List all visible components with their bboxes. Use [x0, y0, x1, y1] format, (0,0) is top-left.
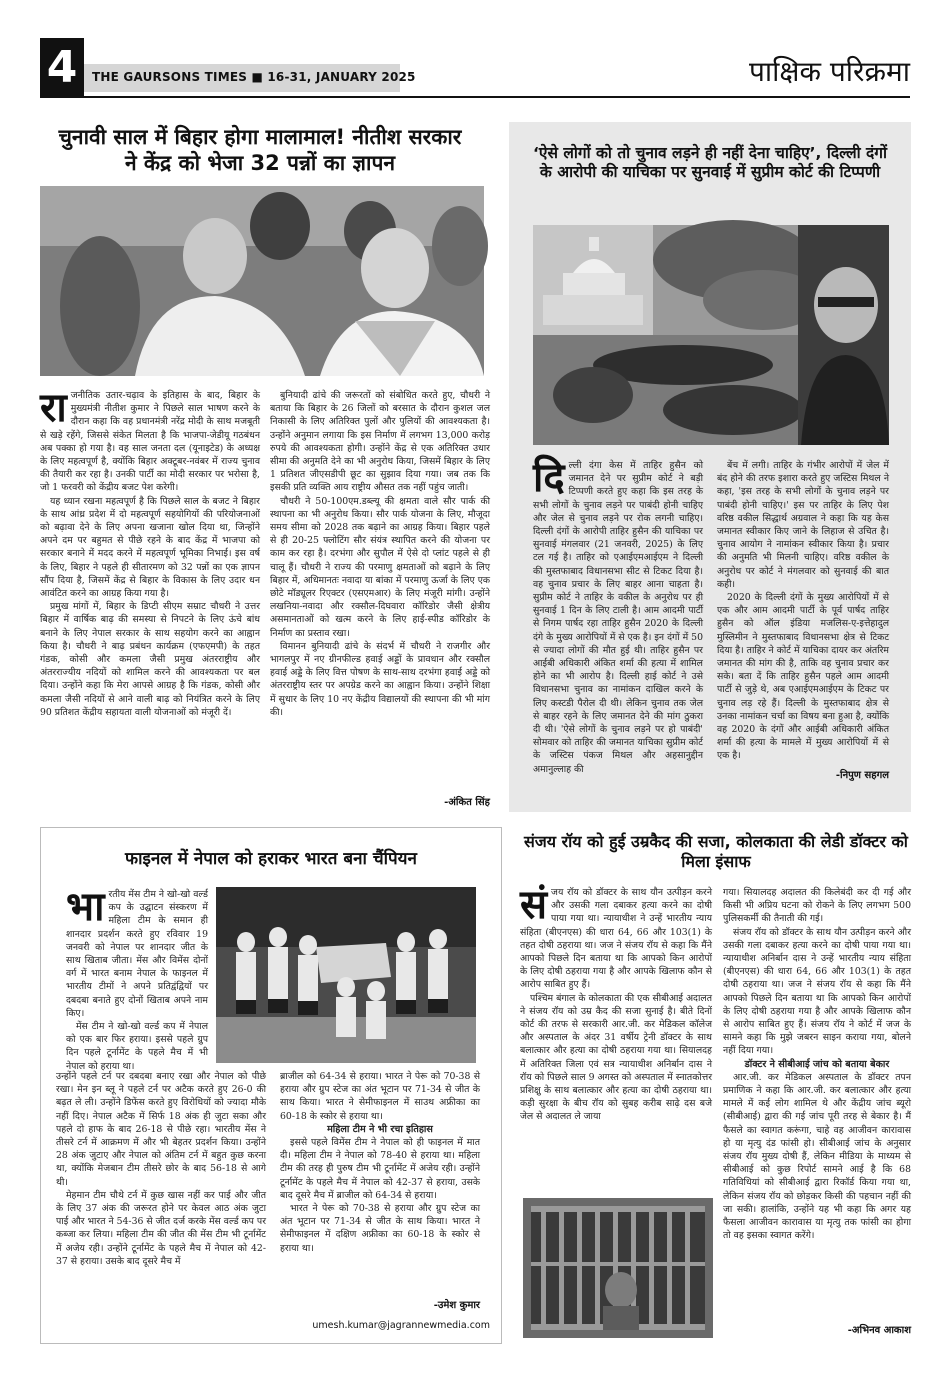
bihar-column-1 [40, 385, 260, 797]
delhi-photo [533, 225, 889, 445]
bihar-column-2 [270, 389, 490, 773]
sanjay-c1-p1: जय रॉय को डॉक्टर के साथ यौन उत्पीड़न करने और उसकी गला दबाकर हत्या करने का दोषी पाया गया था। न्यायाधीश ने उन्हें भारतीय न्याय संहिता (बीएनएस) की धारा 64, 66 और 103(1) के तहत दोषी ठहराया था। जज ने संजय रॉय से कहा कि मैंने आपको पिछले दिन बताया था कि आपको किन आरोपों के लिए दोषी ठहराया गया है और आपके खिलाफ कौन से आरोप साबित हुए हैं। [520, 887, 712, 991]
sanjay-c2-p3: आर.जी. कर मेडिकल अस्पताल के डॉक्टर तपन प्रमाणिक ने कहा कि आर.जी. कर बलात्कार और हत्या मामले में कई लोग शामिल थे और केंद्रीय जांच ब्यूरो (सीबीआई) द्वारा की गई जांच पूरी तरह से बेकार है। मैं फैसले का स्वागत करूंगा, चाहे वह आजीवन कारावास हो या मृत्यु दंड फांसी हो। सीबीआई जांच के अनुसार संजय रॉय मुख्य दोषी हैं, लेकिन मीडिया के माध्यम से सीबीआई को कुछ रिपोर्ट सामने आई है कि 68 गतिविधियां को सीबीआई द्वारा रिकॉर्ड किया गया था, लेकिन संजय रॉय को छोड़कर किसी की पहचान नहीं की जा सकी। हालांकि, उन्होंने यह भी कहा कि अगर यह फैसला आजीवन कारावास या मृत्यु तक फांसी का होगा तो वह इसका स्वागत करेंगे। [723, 1071, 911, 1242]
bihar-c1-p3: प्रमुख मांगों में, बिहार के डिप्टी सीएम सम्राट चौधरी ने उत्तर बिहार में वार्षिक बाढ़ की समस्या से निपटने के लिए ऊंचे बांध बनाने के लिए नेपाल सरकार के साथ सहयोग करने का आह्वान किया है। चौधरी ने बाढ़ प्रबंधन कार्यक्रम (एफएमपी) के तहत गंडक, कोसी और कमला जैसी प्रमुख अंतरराष्ट्रीय और अंतरराज्यीय नदियों को शामिल करने की आवश्यकता पर बल दिया। उन्होंने कहा कि मेरा आपसे आग्रह है कि गंडक, कोसी और कमला जैसी नदियों से आने वाली बाढ़ को नियंत्रित करने के लिए 90 प्रतिशत केंद्रीय सहायता वाली योजनाओं को मंजूरी दें। [40, 601, 260, 718]
delhi-c2-p2: 2020 के दिल्ली दंगों के मुख्य आरोपियों में से एक और आम आदमी पार्टी के पूर्व पार्षद ताहिर हुसैन को ऑल इंडिया मजलिस-ए-इत्तेहादुल मुस्लिमीन ने मुस्तफाबाद विधानसभा क्षेत्र से टिकट दिया है। ताहिर ने कोर्ट में याचिका दायर कर अंतरिम जमानत की मांग की है, ताकि वह चुनाव प्रचार कर सके। बता दें कि ताहिर हुसैन पहले आम आदमी पार्टी से जुड़े थे, अब एआईएमआईएम के टिकट पर चुनाव लड़ रहे हैं। दिल्ली के मुस्तफाबाद क्षेत्र से उनका नामांकन चर्चा का विषय बना हुआ है, क्योंकि वह 2020 के दंगों और आईबी अधिकारी अंकित शर्मा की हत्या के मामले में मुख्य आरोपियों में से एक है। [717, 592, 889, 762]
kho-c1-p1: रतीय मेंस टीम ने खो-खो वर्ल्ड कप के उद्घाटन संस्करण में महिला टीम के समान ही शानदार प्रदर्शन करते हुए रविवार 19 जनवरी को नेपाल पर शानदार जीत के साथ खिताब जीता। मेंस और विमेंस दोनों वर्ग में भारत बनाम नेपाल के फाइनल में भारतीय टीमों ने अपने प्रतिद्वंद्वियों पर दबदबा बनाते हुए दोनों खिताब अपने नाम किए। [66, 889, 208, 1019]
header-rule [40, 96, 910, 98]
sanjay-dropcap: सं [520, 882, 548, 928]
delhi-headline: ‘ऐसे लोगों को तो चुनाव लड़ने ही नहीं देना चाहिए’, दिल्ली दंगों के आरोपी की याचिका पर सुनवाई में सुप्रीम कोर्ट की टिप्पणी [533, 144, 887, 182]
delhi-c1-p1: ल्ली दंगा केस में ताहिर हुसैन को जमानत देने पर सुप्रीम कोर्ट ने बड़ी टिप्पणी करते हुए कहा कि इस तरह के सभी लोगों के चुनाव लड़ने पर पाबंदी होनी चाहिए और जेल से चुनाव लड़ने पर रोक लगनी चाहिए। दिल्ली दंगों के आरोपी ताहिर हुसैन की याचिका पर सुनवाई मंगलवार (21 जनवरी, 2025) के लिए टल गई है। ताहिर को एआईएमआईएम ने दिल्ली की मुस्तफाबाद विधानसभा सीट से टिकट दिया है। वह चुनाव प्रचार के लिए बाहर आना चाहता है। सुप्रीम कोर्ट ने ताहिर के वकील के अनुरोध पर ही सुनवाई 1 दिन के लिए टाली है। आम आदमी पार्टी से निगम पार्षद रहा ताहिर हुसैन 2020 के दिल्ली दंगे के मुख्य आरोपियों में से एक है। इन दंगों में 50 से ज्यादा लोगों की मौत हुई थी। ताहिर हुसैन पर आईबी अधिकारी अंकित शर्मा की हत्या में शामिल होने का भी आरोप है। दिल्ली हाई कोर्ट ने उसे विधानसभा चुनाव का नामांकन दाखिल करने के लिए कस्टडी पैरोल दी थी। लेकिन चुनाव तक जेल से बाहर रहने के लिए जमानत देने की मांग ठुकरा दी थी। 'ऐसे लोगों के चुनाव लड़ने पर हो पाबंदी' सोमवार को ताहिर की जमानत याचिका सुप्रीम कोर्ट के जस्टिस पंकज मिथल और अहसानुद्दीन अमानुल्लाह की [533, 460, 703, 775]
bihar-c2-p1: बुनियादी ढांचे की जरूरतों को संबोधित करते हुए, चौधरी ने बताया कि बिहार के 26 जिलों को बरसात के दौरान कुशल जल निकासी के लिए अतिरिक्त पुलों और पुलियों की आवश्यकता है। उन्होंने अनुमान लगाया कि इस निर्माण में लगभग 13,000 करोड़ रुपये की आवश्यकता होगी। उन्होंने केंद्र से एक अतिरिक्त उधार सीमा की अनुमति देने का भी अनुरोध किया, जिसमें बिहार के लिए 1 प्रतिशत जीएसडीपी छूट का सुझाव दिया गया। जब तक कि इसकी प्रति व्यक्ति आय राष्ट्रीय औसत तक नहीं पहुंच जाती। [270, 390, 490, 494]
kho-dropcap: भा [66, 884, 105, 930]
kho-email: umesh.kumar@jagrannewmedia.com [312, 1320, 490, 1331]
masthead: THE GAURSONS TIMES ■ 16-31, JANUARY 2025 [92, 70, 416, 84]
sanjay-headline: संजय रॉय को हुई उम्रकैद की सजा, कोलकाता की लेडी डॉक्टर को मिला इंसाफ [524, 832, 908, 871]
kho-byline: -उमेश कुमार [433, 1300, 480, 1311]
sanjay-subhead: डॉक्टर ने सीबीआई जांच को बताया बेकार [744, 1058, 890, 1070]
kho-c2-p3: भारत ने पेरू को 70-38 से हराया और ग्रुप स्टेज का अंत भूटान पर 71-34 से जीत के साथ किया। भारत ने सेमीफाइनल में दक्षिण अफ्रीका का 60-18 के स्कोर से हराया था। [280, 1203, 480, 1254]
delhi-column-2 [717, 459, 889, 762]
kho-c2-p2: इससे पहले विमेंस टीम ने नेपाल को ही फाइनल में मात दी। महिला टीम ने नेपाल को 78-40 से हराया था। महिला टीम की तरह ही पुरुष टीम भी टूर्नामेंट में अजेय रही। उन्होंने टूर्नामेंट के पहले मैच में नेपाल को 42-37 से हराया, उसके बाद दूसरे मैच में ब्राजील को 64-34 से हराया। [280, 1137, 480, 1201]
section-title: पाक्षिक परिक्रमा [749, 55, 910, 88]
bihar-c2-p2: चौधरी ने 50-100एम.डब्ल्यू की क्षमता वाले सौर पार्क की स्थापना का भी अनुरोध किया। सौर पार्क योजना के लिए, मौजूदा समय सीमा को 2028 तक बढ़ाने का आग्रह किया। बिहार पहले से ही 20-25 फ्लोटिंग सौर संयंत्र स्थापित करने की योजना पर काम कर रहा है। दरभंगा और सुपौल में ऐसे दो प्लांट पहले से ही चालू हैं। चौधरी ने राज्य की परमाणु क्षमताओं को बढ़ाने के लिए बिहार में, अधिमानतः नवादा या बांका में परमाणु ऊर्जा के लिए एक छोटे मॉड्यूलर रिएक्टर (एसएमआर) के लिए मंजूरी मांगी। उन्होंने लखनिया-नवादा और रक्सौल-दिघवारा कॉरिडोर जैसी क्षेत्रीय असमानताओं को खत्म करने के लिए हाई-स्पीड कॉरिडोर के निर्माण का प्रस्ताव रखा। [270, 495, 490, 639]
sanjay-photo [523, 1198, 713, 1338]
kho-c1-p4: मेहमान टीम चौथे टर्न में कुछ खास नहीं कर पाई और जीत के लिए 37 अंक की जरूरत होने पर केवल आठ अंक जुटा पाई और भारत ने 54-36 से जीत दर्ज करके मेंस वर्ल्ड कप पर कब्जा कर लिया। महिला टीम की जीत की मेंस टीम भी टूर्नामेंट में अजेय रही। उन्होंने टूर्नामेंट के पहले मैच में नेपाल को 42-37 से हराया। उसके बाद दूसरे मैच में [56, 1189, 266, 1267]
kho-subhead: महिला टीम ने भी रचा इतिहास [327, 1123, 433, 1135]
kho-c1-p3: उन्होंने पहले टर्न पर दबदबा बनाए रखा और नेपाल को पीछे रखा। मेन इन ब्लू ने पहले टर्न पर अटैक करते हुए 26-0 की बढ़त ले ली। उन्होंने डिफेंस करते हुए विरोधियों को ज्यादा मौके नहीं दिए। नेपाल अटैक में सिर्फ 18 अंक ही जुटा सका और पहले दो हाफ के बाद 26-18 से पीछे रहा। भारतीय मेंस ने तीसरे टर्न में आक्रमण में और भी बेहतर प्रदर्शन किया। उन्होंने 28 अंक जुटाए और नेपाल को अंतिम टर्न में बहुत कुछ करना था, क्योंकि मेजबान टीम तीसरे छोर के बाद 56-18 से आगे थी। [56, 1071, 266, 1188]
bihar-c1-p2: यह ध्यान रखना महत्वपूर्ण है कि पिछले साल के बजट ने बिहार के साथ आंध्र प्रदेश में दो महत्वपूर्ण सहयोगियों की परियोजनाओं को बढ़ावा देने के लिए अपना खजाना खोल दिया था, जिन्होंने अपने दम पर बहुमत से पीछे रहने के बाद केंद्र में भाजपा को सरकार बनाने में मदद करने में महत्वपूर्ण भूमिका निभाई। इस वर्ष के लिए, बिहार ने पहले ही सीतारमण को 32 पन्नों का एक ज्ञापन सौंप दिया है, जिसमें केंद्र से बिहार के विकास के लिए उदार धन आवंटित करने का आग्रह किया गया है। [40, 495, 260, 600]
sanjay-column-2 [723, 886, 911, 1320]
sanjay-c1-p2: पश्चिम बंगाल के कोलकाता की एक सीबीआई अदालत ने संजय रॉय को उम्र कैद की सजा सुनाई है। बीते दिनों कोर्ट की तरफ से सरकारी आर.जी. कर मेडिकल कॉलेज और अस्पताल के अंदर 31 वर्षीय ट्रेनी डॉक्टर के साथ बलात्कार और हत्या का दोषी ठहराया गया था। सियालदह में अतिरिक्त जिला एवं सत्र न्यायाधीश अनिर्बान दास ने रॉय को पिछले साल 9 अगस्त को अस्पताल में स्नातकोत्तर प्रशिक्षु के साथ बलात्कार और हत्या का दोषी ठहराया था। कड़ी सुरक्षा के बीच रॉय को सुबह करीब साढ़े दस बजे जेल से अदालत ले जाया [520, 992, 712, 1123]
sanjay-c2-p1: गया। सियालदह अदालत की किलेबंदी कर दी गई और किसी भी अप्रिय घटना को रोकने के लिए लगभग 500 पुलिसकर्मी की तैनाती की गई। [723, 887, 911, 925]
bihar-photo [40, 186, 484, 376]
delhi-byline: -निपुण सहगल [835, 770, 889, 781]
bihar-dropcap: रा [40, 385, 67, 431]
kho-column-1-bottom [56, 1070, 266, 1332]
kho-photo [216, 887, 476, 1063]
sanjay-column-1 [520, 882, 712, 1191]
bihar-c2-p3: विमानन बुनियादी ढांचे के संदर्भ में चौधरी ने राजगीर और भागलपुर में नए ग्रीनफील्ड हवाई अड्डों के प्रावधान और रक्सौल हवाई अड्डे के लिए वित्त पोषण के साथ-साथ दरभंगा हवाई अड्डे को अंतरराष्ट्रीय स्तर पर अपग्रेड करने का आह्वान किया। उन्होंने शिक्षा में सुधार के लिए 10 नए केंद्रीय विद्यालयों की स्थापना की भी मांग की। [270, 640, 490, 718]
page-number: 4 [40, 38, 84, 96]
sanjay-c2-p2: संजय रॉय को डॉक्टर के साथ यौन उत्पीड़न करने और उसकी गला दबाकर हत्या करने का दोषी पाया गया था। न्यायाधीश अनिर्बान दास ने उन्हें भारतीय न्याय संहिता (बीएनएस) की धारा 64, 66 और 103(1) के तहत दोषी ठहराया था। जज ने संजय रॉय से कहा कि मैंने आपको पिछले दिन बताया था कि आपको किन आरोपों के लिए दोषी ठहराया गया है और आपके खिलाफ कौन से आरोप साबित हुए हैं। संजय रॉय ने कोर्ट में जज के सामने कहा कि मुझे जबरन साइन कराया गया, बोलने नहीं दिया गया। [723, 926, 911, 1057]
kho-c1-p2: मेंस टीम ने खो-खो वर्ल्ड कप में नेपाल को एक बार फिर हराया। इससे पहले ग्रुप दिन पहले टूर्नामेंट के पहले मैच में भी नेपाल को हराया था। [66, 1021, 208, 1072]
kho-column-2 [280, 1070, 480, 1296]
kho-column-1-top [66, 884, 208, 1072]
sanjay-byline: -अभिनव आकाश [847, 1325, 911, 1336]
bihar-c1-p1: जनीतिक उतार-चढ़ाव के इतिहास के बाद, बिहार के मुख्यमंत्री नीतीश कुमार ने पिछले साल भाषण करने के दौरान कहा कि वह प्रधानमंत्री नरेंद्र मोदी के साथ मजबूती से खड़े रहेंगे, जिससे संकेत मिलता है कि भाजपा-जेडीयू गठबंधन अब पक्का हो गया है। वह साल जनता दल (यूनाइटेड) के अध्यक्ष के लिए महत्वपूर्ण है, क्योंकि बिहार अक्टूबर-नवंबर में राज्य चुनाव की तैयारी कर रहा है। उनकी पार्टी का मोदी सरकार पर भरोसा है, जो 1 फरवरी को केंद्रीय बजट पेश करेगी। [40, 390, 260, 494]
kho-headline: फाइनल में नेपाल को हराकर भारत बना चैंपियन [125, 849, 417, 869]
kho-c2-p1: ब्राजील को 64-34 से हराया। भारत ने पेरू को 70-38 से हराया और ग्रुप स्टेज का अंत भूटान पर 71-34 से जीत के साथ किया। भारत ने सेमीफाइनल में साउथ अफ्रीका का 60-18 के स्कोर से हराया था। [280, 1071, 480, 1122]
delhi-column-1 [533, 455, 703, 799]
bihar-headline: चुनावी साल में बिहार होगा मालामाल! नीतीश सरकार ने केंद्र को भेजा 32 पन्नों का ज्ञापन [58, 125, 462, 176]
bihar-byline: -अंकित सिंह [444, 797, 490, 808]
delhi-c2-p1: बेंच में लगी। ताहिर के गंभीर आरोपों में जेल में बंद होने की तरफ इशारा करते हुए जस्टिस मिथल ने कहा, 'इस तरह के सभी लोगों के चुनाव लड़ने पर पाबंदी होनी चाहिए।' इस पर ताहिर के लिए पेश वरिष्ठ वकील सिद्धार्थ अग्रवाल ने कहा कि यह केस जमानत स्वीकार किए जाने के लिहाज से उचित है। चुनाव आयोग ने नामांकन स्वीकार किया है। प्रचार की अनुमति भी मिलनी चाहिए। वरिष्ठ वकील के अनुरोध पर कोर्ट ने मंगलवार को सुनवाई की बात कही। [717, 460, 889, 590]
delhi-dropcap: दि [533, 455, 565, 501]
